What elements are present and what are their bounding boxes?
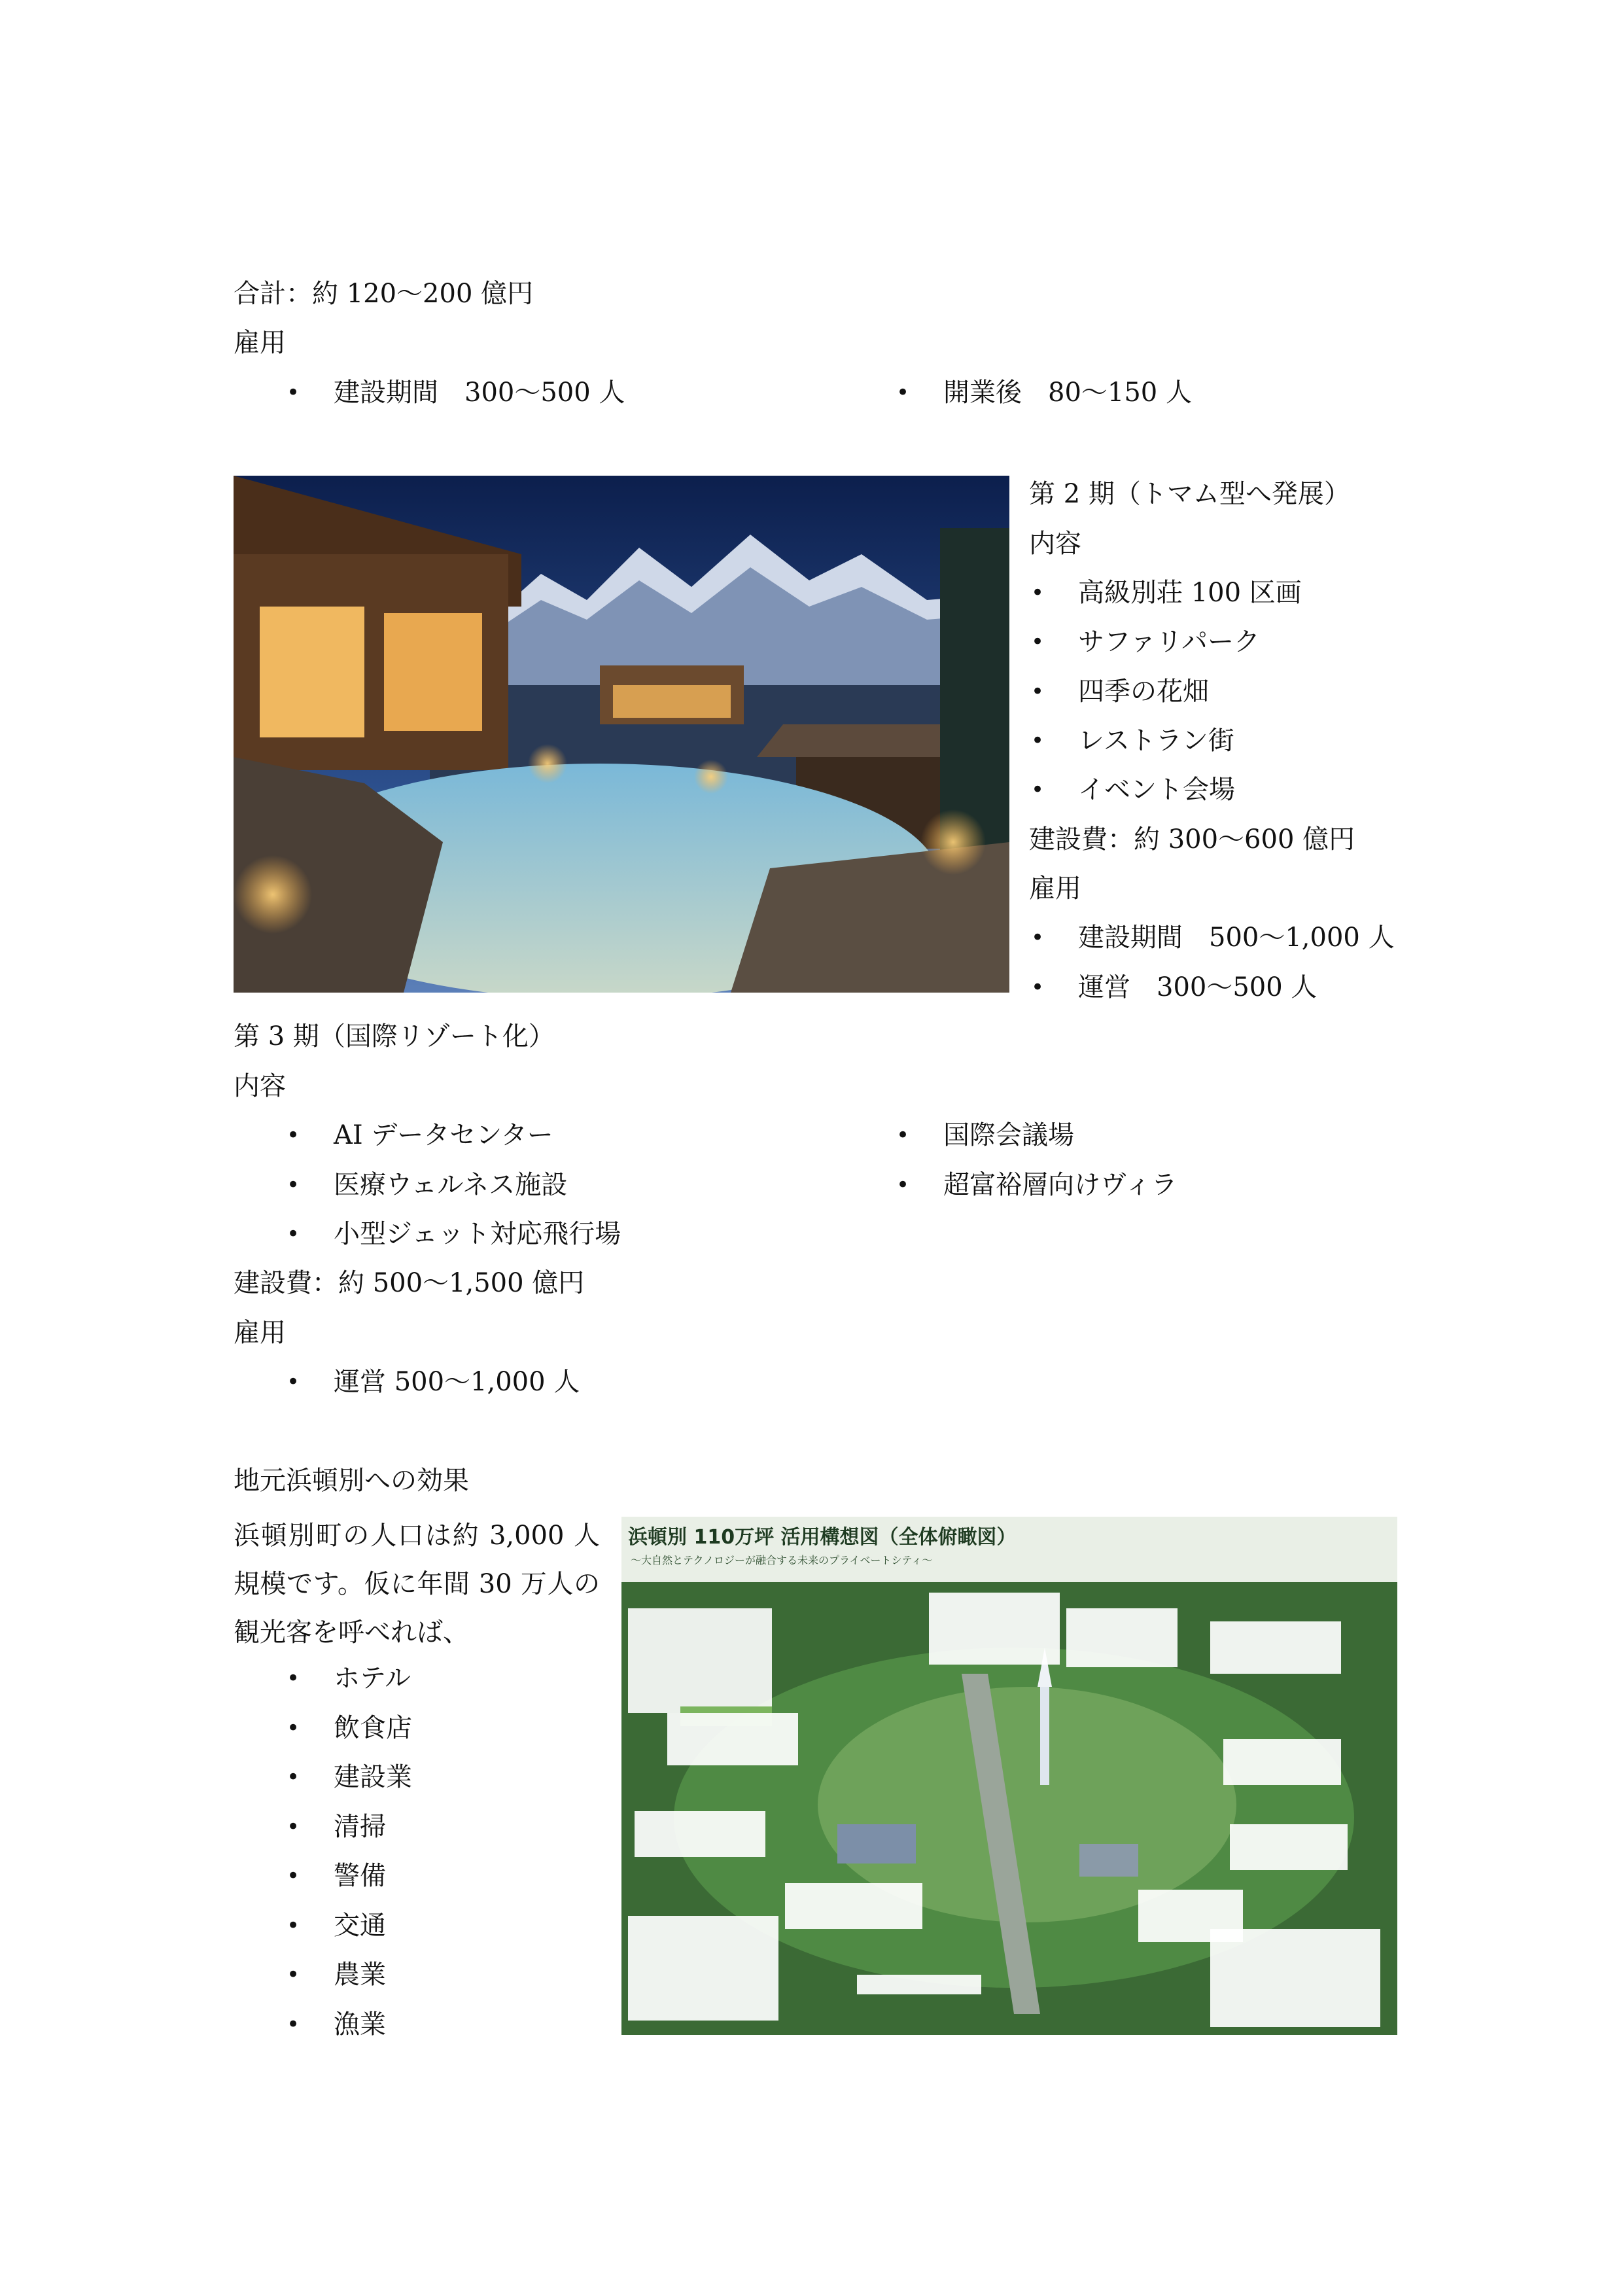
phase2-cost: 建設費：約 300〜600 億円 — [1029, 824, 1355, 855]
list-item: • 高級別荘 100 区画 — [1078, 576, 1302, 609]
phase3-cost: 建設費：約 500〜1,500 億円 — [234, 1268, 585, 1298]
list-item: • 超富裕層向けヴィラ — [943, 1169, 1178, 1201]
list-item: • 開業後 80〜150 人 — [943, 376, 1192, 409]
list-item: • 四季の花畑 — [1078, 675, 1209, 708]
list-item: • 医療ウェルネス施設 — [334, 1169, 567, 1201]
list-item: • 運営 300〜500 人 — [1078, 971, 1317, 1004]
list-item: • 清掃 — [334, 1810, 386, 1843]
list-item: • ホテル — [334, 1662, 411, 1695]
phase2-title: 第 2 期（トマム型へ発展） — [1029, 479, 1350, 509]
local-effect-paragraph: 浜頓別町の人口は約 3,000 人規模です。仮に年間 30 万人の観光客を呼べれば、 — [234, 1521, 600, 1648]
list-item: • 国際会議場 — [943, 1119, 1074, 1152]
concept-map-image — [621, 1517, 1397, 2035]
list-item: • 小型ジェット対応飛行場 — [334, 1218, 621, 1250]
local-effect-title: 地元浜頓別への効果 — [234, 1466, 469, 1496]
onsen-resort-photo — [234, 476, 1009, 993]
list-item: • 漁業 — [334, 2008, 386, 2041]
phase2-contents-heading: 内容 — [1029, 529, 1081, 559]
list-item: • 警備 — [334, 1860, 386, 1892]
phase3-contents-heading: 内容 — [234, 1071, 286, 1101]
list-item: • 飲食店 — [334, 1712, 412, 1744]
phase3-title: 第 3 期（国際リゾート化） — [234, 1021, 555, 1051]
list-item: • 建設期間 300〜500 人 — [334, 376, 625, 409]
list-item: • 運営 500〜1,000 人 — [334, 1366, 580, 1398]
list-item: • 建設業 — [334, 1761, 412, 1793]
phase3-employment-heading: 雇用 — [234, 1318, 286, 1348]
list-item: • 建設期間 500〜1,000 人 — [1078, 921, 1395, 954]
concept-map-title: 浜頓別 110万坪 活用構想図（全体俯瞰図） — [628, 1526, 1017, 1549]
list-item: • イベント会場 — [1078, 773, 1235, 806]
list-item: • 交通 — [334, 1909, 386, 1942]
list-item: • 農業 — [334, 1958, 386, 1991]
total-cost-phase1: 合計：約 120〜200 億円 — [234, 279, 534, 309]
list-item: • レストラン街 — [1078, 724, 1234, 757]
employment-heading-phase1: 雇用 — [234, 328, 286, 358]
phase2-employment-heading: 雇用 — [1029, 874, 1081, 904]
concept-map-subtitle: 〜大自然とテクノロジーが融合する未来のプライベートシティ〜 — [631, 1554, 933, 1566]
list-item: • サファリパーク — [1078, 626, 1260, 658]
list-item: • AI データセンター — [334, 1119, 553, 1152]
